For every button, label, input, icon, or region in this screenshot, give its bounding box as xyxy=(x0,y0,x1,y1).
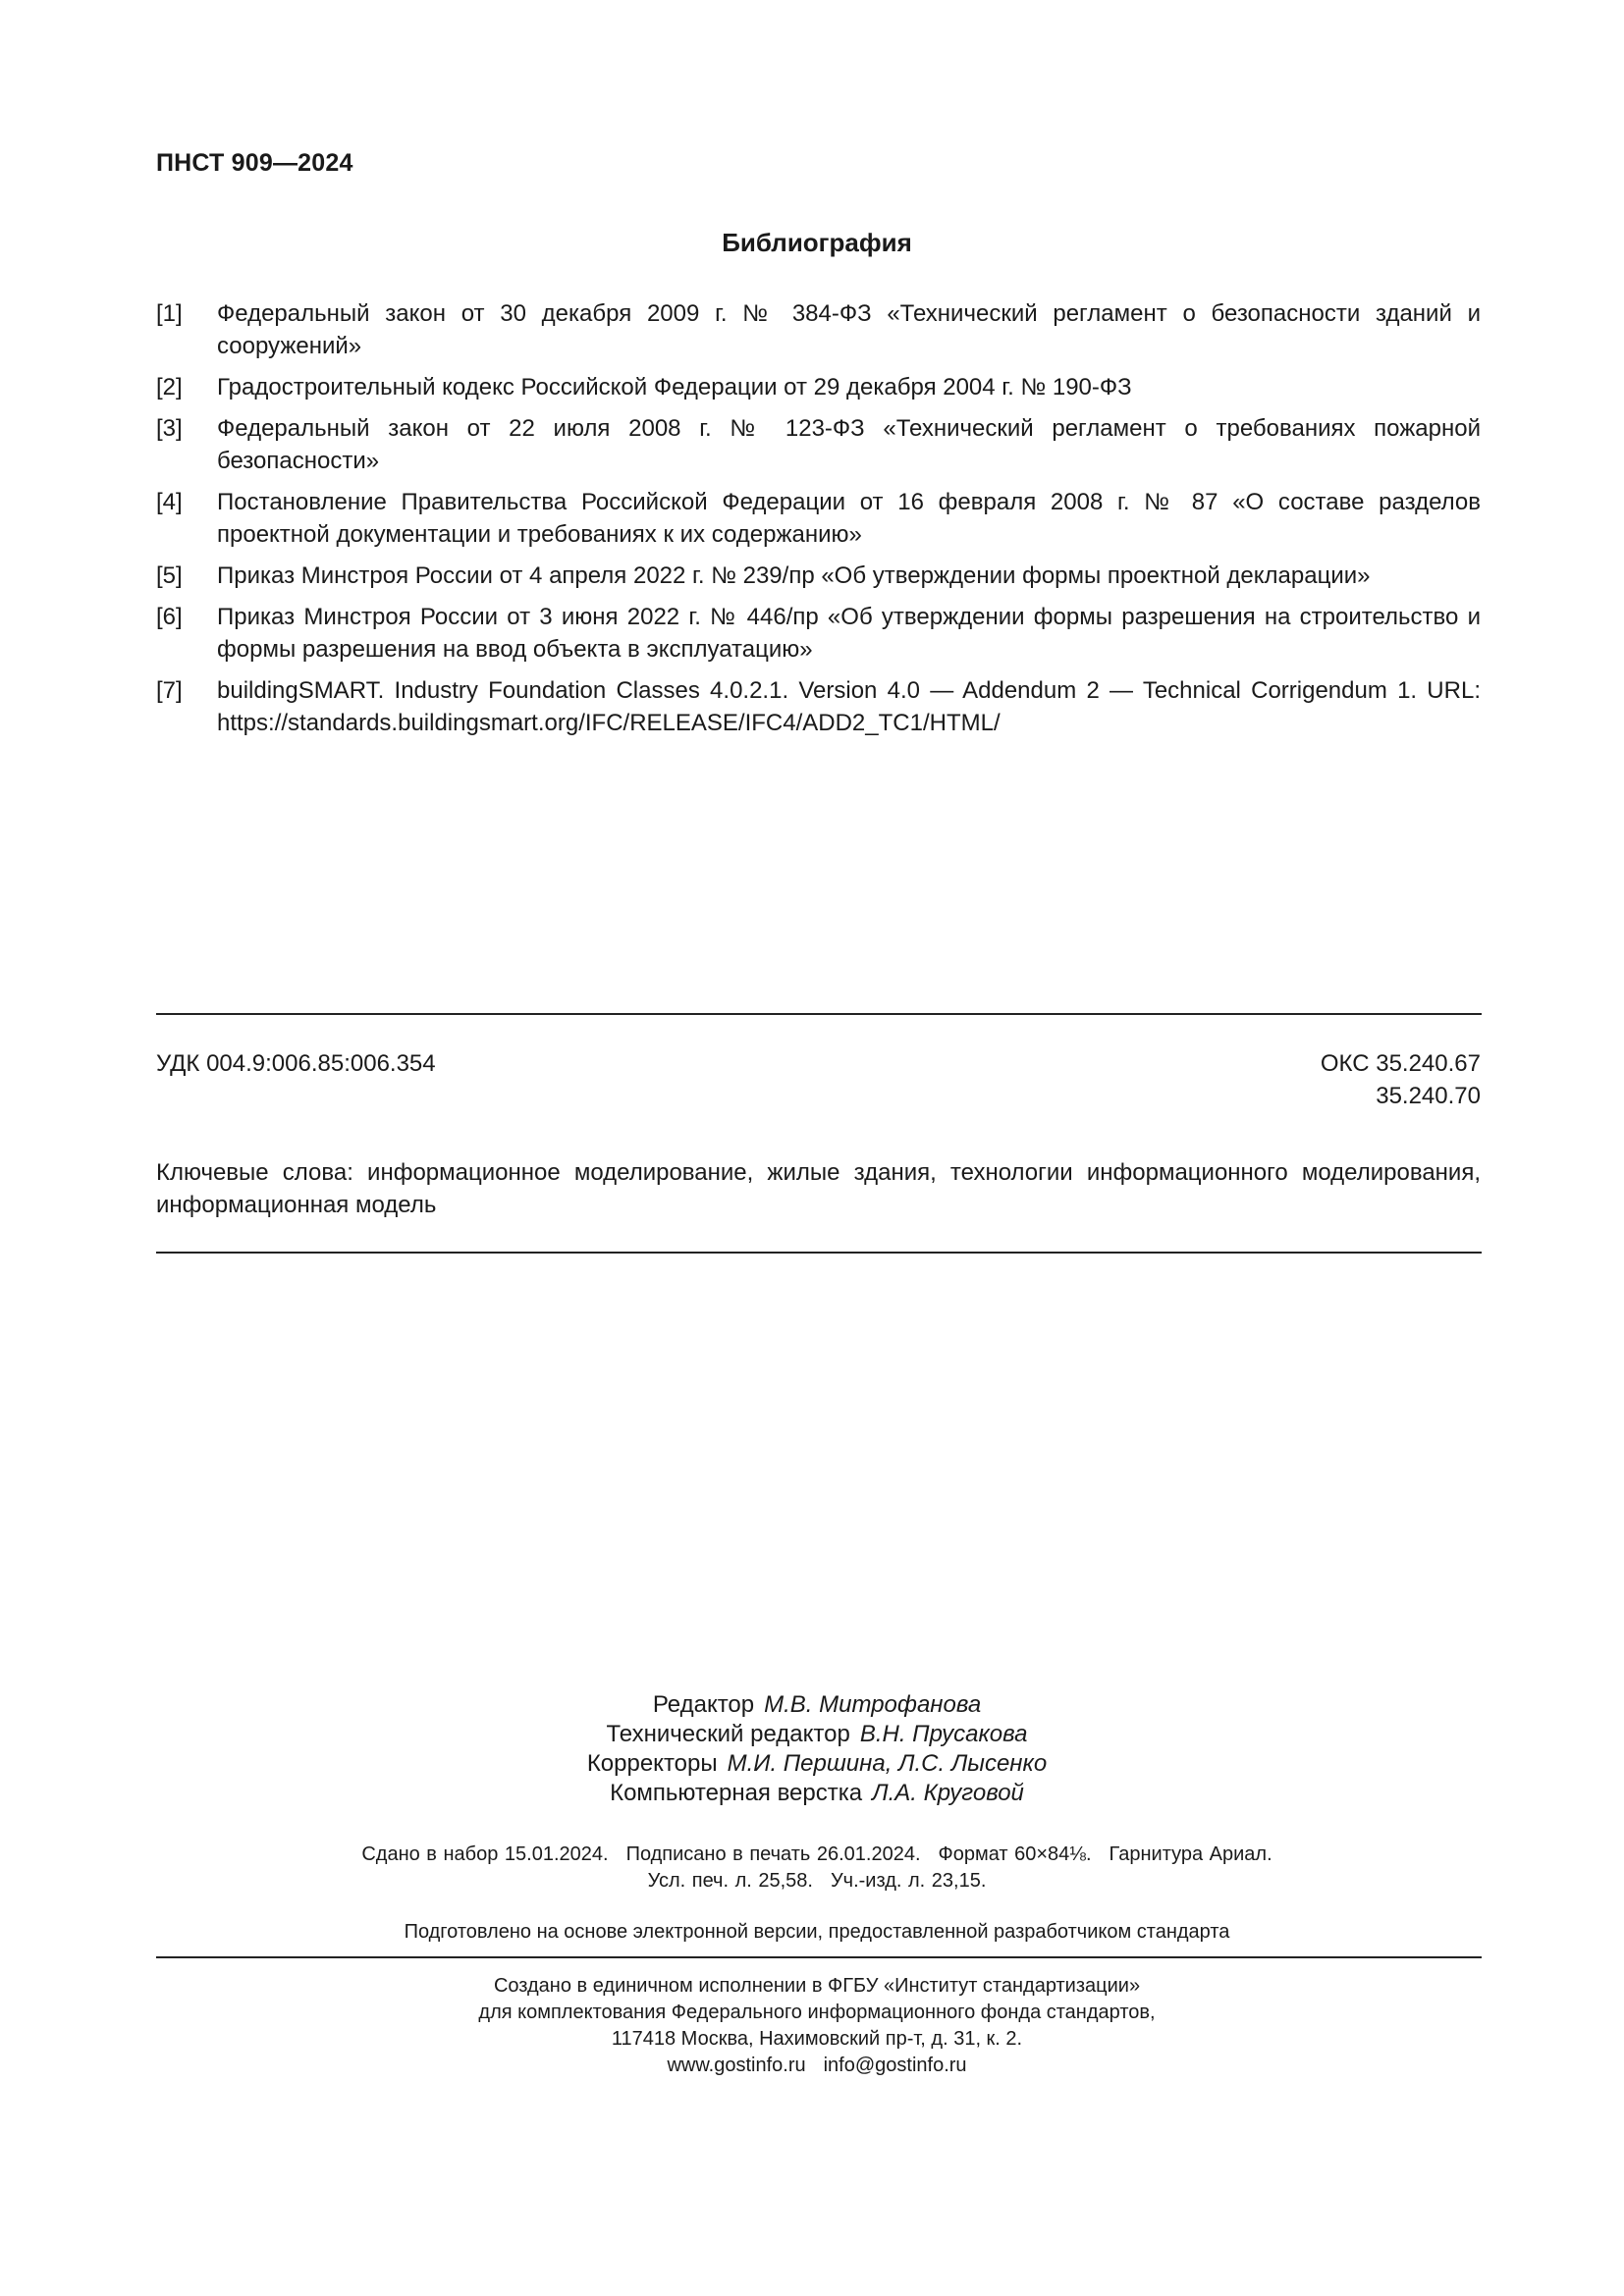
bibliography-list xyxy=(156,297,1481,748)
credit-layout xyxy=(0,1779,1624,1808)
print-info xyxy=(0,1842,1624,1895)
bibliography-item xyxy=(156,371,1481,403)
email-link[interactable]: info@gostinfo.ru xyxy=(823,2055,967,2076)
udk-code: УДК 004.9:006.85:006.354 xyxy=(156,1050,436,1077)
bibliography-item-number: [5] xyxy=(156,562,183,589)
bibliography-item xyxy=(156,674,1481,739)
created-block xyxy=(0,1973,1624,2079)
bibliography-item xyxy=(156,297,1481,362)
print-sheets: Усл. печ. л. 25,58. xyxy=(647,1870,813,1892)
print-typeface: Гарнитура Ариал. xyxy=(1109,1843,1272,1865)
prepared-note: Подготовлено на основе электронной версии, предоставленной разработчиком стандарта xyxy=(404,1921,1230,1943)
print-info-line-2 xyxy=(0,1868,1624,1895)
bibliography-item xyxy=(156,486,1481,551)
divider-keywords xyxy=(156,1252,1482,1254)
bibliography-item-number: [2] xyxy=(156,374,183,400)
created-line-3: 117418 Москва, Нахимовский пр-т, д. 31, к. 2. xyxy=(611,2028,1023,2050)
credit-role: Редактор xyxy=(652,1691,755,1718)
oks-codes xyxy=(1321,1047,1481,1112)
print-format: Формат 60×84⅛. xyxy=(938,1843,1092,1865)
document-code: ПНСТ 909—2024 xyxy=(156,149,353,177)
bibliography-item-text: Градостроительный кодекс Российской Федерации от 29 декабря 2004 г. № 190-ФЗ xyxy=(217,374,1132,400)
bibliography-title: Библиография xyxy=(722,228,912,257)
credit-editor xyxy=(0,1690,1624,1720)
credit-role: Корректоры xyxy=(586,1750,718,1777)
bibliography-item-number: [7] xyxy=(156,677,183,704)
bibliography-item-text: buildingSMART. Industry Foundation Classes 4.0.2.1. Version 4.0 — Addendum 2 — Technical Corrigendum 1. URL: https://standards.buildingsmart.org/IFC/RELEASE/IFC4/ADD2_TC1/HTML/ xyxy=(217,677,1481,736)
credit-role: Технический редактор xyxy=(606,1721,850,1747)
credit-role: Компьютерная верстка xyxy=(610,1780,863,1806)
bibliography-item-number: [4] xyxy=(156,489,183,515)
credit-name: В.Н. Прусакова xyxy=(859,1721,1028,1747)
created-line-1: Создано в единичном исполнении в ФГБУ «Институт стандартизации» xyxy=(493,1975,1141,1997)
divider-bottom xyxy=(156,1956,1482,1958)
bibliography-item xyxy=(156,560,1481,592)
website-link[interactable]: www.gostinfo.ru xyxy=(667,2055,806,2076)
oks-code-primary: ОКС 35.240.67 xyxy=(1320,1050,1481,1077)
bibliography-item-text: Федеральный закон от 22 июля 2008 г. № 123-ФЗ «Технический регламент о требованиях пожарной безопасности» xyxy=(217,415,1481,474)
credit-name: М.В. Митрофанова xyxy=(764,1691,982,1718)
bibliography-item-text: Приказ Минстроя России от 4 апреля 2022 г. № 239/пр «Об утверждении формы проектной декларации» xyxy=(217,562,1371,589)
bibliography-item-text: Федеральный закон от 30 декабря 2009 г. № 384-ФЗ «Технический регламент о безопасности зданий и сооружений» xyxy=(217,300,1481,359)
bibliography-item-text: Постановление Правительства Российской Федерации от 16 февраля 2008 г. № 87 «О составе разделов проектной документации и требованиях к их содержанию» xyxy=(217,489,1481,548)
bibliography-item xyxy=(156,601,1481,666)
credit-proofreaders xyxy=(0,1749,1624,1779)
print-info-line-1 xyxy=(0,1842,1624,1868)
bibliography-item-text: Приказ Минстроя России от 3 июня 2022 г. № 446/пр «Об утверждении формы разрешения на строительство и формы разрешения на ввод объекта в эксплуатацию» xyxy=(217,604,1481,663)
oks-code-secondary: 35.240.70 xyxy=(1376,1083,1481,1109)
credit-name: М.И. Першина, Л.С. Лысенко xyxy=(727,1750,1048,1777)
bibliography-item-number: [6] xyxy=(156,604,183,630)
bibliography-item-number: [1] xyxy=(156,300,183,327)
bibliography-item xyxy=(156,412,1481,477)
divider-top xyxy=(156,1013,1482,1015)
credit-technical-editor xyxy=(0,1720,1624,1749)
print-publisher-sheets: Уч.-изд. л. 23,15. xyxy=(830,1870,987,1892)
print-signed: Подписано в печать 26.01.2024. xyxy=(625,1843,921,1865)
created-contacts xyxy=(0,2053,1624,2079)
print-submitted: Сдано в набор 15.01.2024. xyxy=(361,1843,609,1865)
credits-block xyxy=(0,1690,1624,1808)
created-line-2: для комплектования Федерального информационного фонда стандартов, xyxy=(478,2002,1156,2023)
bibliography-item-number: [3] xyxy=(156,415,183,442)
credit-name: Л.А. Круговой xyxy=(872,1780,1024,1806)
keywords: Ключевые слова: информационное моделирование, жилые здания, технологии информационного моделирования, информационная модель xyxy=(156,1159,1481,1218)
